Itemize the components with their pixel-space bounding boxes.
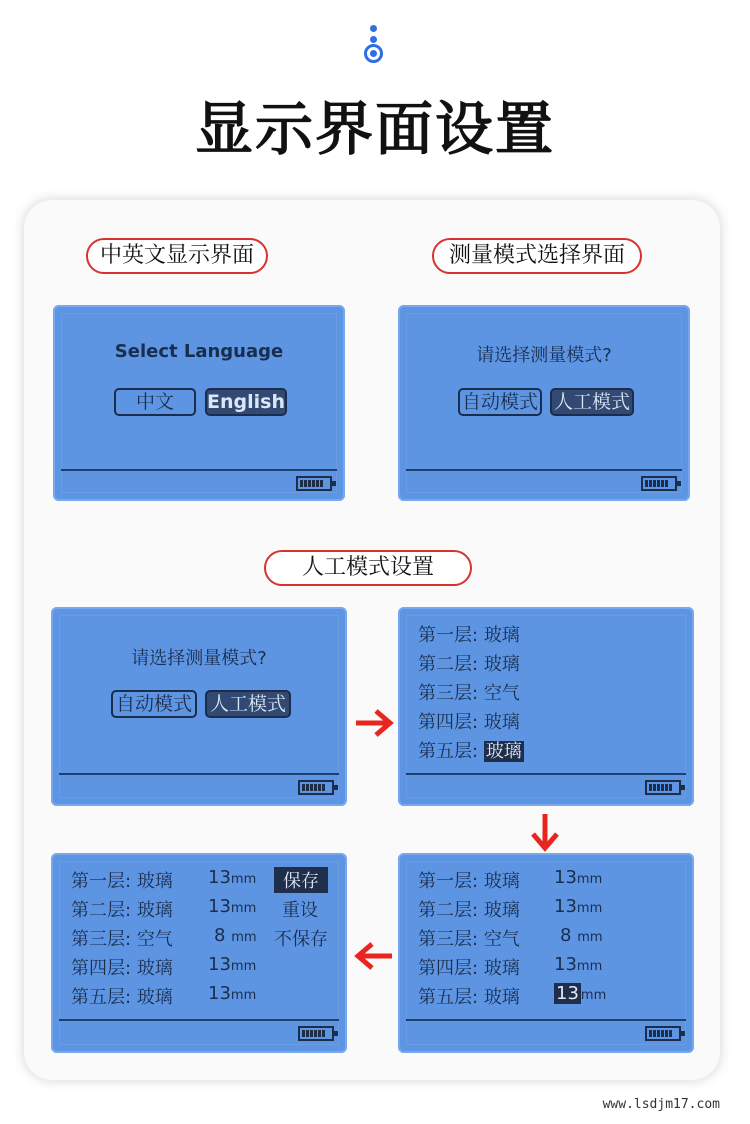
layer-row-5: 第五层: 玻璃 [418,741,522,762]
battery-icon [641,476,677,491]
layer-row-4: 第四层: 玻璃 [418,958,520,979]
battery-icon [298,780,334,795]
section-label-language: 中英文显示界面 [86,238,268,274]
layer-row-2: 第二层: 玻璃 [418,900,520,921]
mode-screen [398,305,690,501]
thickness-value: 13mm [208,896,257,917]
thickness-value: 8 mm [560,925,603,946]
save-button[interactable]: 保存 [274,867,328,893]
arrow-right-icon [354,708,394,738]
manual-select-screen [51,607,347,806]
layer-row-3: 第三层: 空气 [71,929,173,950]
selected-thickness[interactable]: 13 [556,983,579,1004]
battery-icon [645,780,681,795]
layer-row-4: 第四层: 玻璃 [71,958,173,979]
language-screen [53,305,345,501]
battery-icon [298,1026,334,1041]
page-title: 显示界面设置 [194,95,555,163]
mode-prompt: 请选择测量模式? [476,345,612,366]
section-label-mode: 测量模式选择界面 [432,238,642,274]
manual-prompt: 请选择测量模式? [131,648,267,669]
option-auto-mode[interactable]: 自动模式 [458,388,542,416]
thickness-value: 13mm [554,954,603,975]
thickness-value: 13mm [208,867,257,888]
option-manual-mode[interactable]: 人工模式 [205,690,291,718]
layer-row-2: 第二层: 玻璃 [71,900,173,921]
thickness-screen [398,853,694,1053]
thickness-value: 13mm [208,954,257,975]
battery-icon [645,1026,681,1041]
section-label-manual: 人工模式设置 [264,550,472,586]
discard-button[interactable]: 不保存 [274,929,328,950]
decorative-dots [359,22,389,64]
selected-material[interactable]: 玻璃 [485,741,522,762]
layer-row-1: 第一层: 玻璃 [418,625,520,646]
ring-icon [364,44,383,63]
layer-row-5: 第五层: 玻璃 [418,987,520,1008]
layers-screen [398,607,694,806]
language-prompt: Select Language [114,341,284,362]
website-url: www.lsdjm17.com [602,1097,720,1112]
thickness-value: 13mm [554,867,603,888]
thickness-value: 13 mm [556,983,607,1004]
option-english[interactable]: English [205,388,287,416]
layer-row-2: 第二层: 玻璃 [418,654,520,675]
option-chinese[interactable]: 中文 [114,388,196,416]
thickness-value: 13mm [554,896,603,917]
thickness-value: 8 mm [214,925,257,946]
layer-row-4: 第四层: 玻璃 [418,712,520,733]
arrow-left-icon [354,941,394,971]
layer-row-5: 第五层: 玻璃 [71,987,173,1008]
layer-row-1: 第一层: 玻璃 [418,871,520,892]
reset-button[interactable]: 重设 [282,900,318,921]
dot-icon [370,25,377,32]
option-auto-mode[interactable]: 自动模式 [111,690,197,718]
thickness-value: 13mm [208,983,257,1004]
layer-row-1: 第一层: 玻璃 [71,871,173,892]
option-manual-mode[interactable]: 人工模式 [550,388,634,416]
layer-row-3: 第三层: 空气 [418,683,520,704]
layer-row-3: 第三层: 空气 [418,929,520,950]
save-screen [51,853,347,1053]
dot-icon [370,36,377,43]
content-card [24,200,720,1080]
arrow-down-icon [530,812,560,852]
battery-icon [296,476,332,491]
